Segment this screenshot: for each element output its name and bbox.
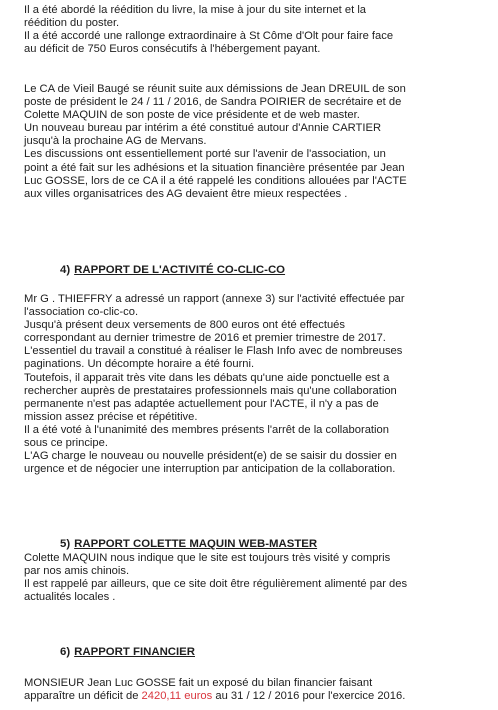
text-line: au déficit de 750 Euros consécutifs à l'hébergement payant. [24,43,321,56]
text-line: rechercher auprès de prestataires professionnels mais qu'une collaboration [24,384,397,397]
deficit-amount: 2420,11 euros [141,690,213,703]
text-line: mission assez précise et répétitive. [24,410,198,423]
text-line: sous ce principe. [24,437,108,450]
section-5-heading [60,537,317,551]
section-6-body [24,677,476,703]
text-line: Colette MAQUIN de son poste de vice présidente et de web master. [24,109,360,122]
text-fragment: apparaître un déficit de [24,690,142,703]
intro-paragraph [24,4,476,56]
section-number: 4) [60,264,71,276]
text-line [24,690,476,703]
text-line: L'essentiel du travail a constitué à réaliser le Flash Info avec de nombreuses [24,345,403,358]
text-line: Il est rappelé par ailleurs, que ce site doit être régulièrement alimenté par des [24,578,408,591]
text-line: Toutefois, il apparait très vite dans les débats qu'une aide ponctuelle est a [24,371,390,384]
section-title: RAPPORT DE L'ACTIVITÉ CO-CLIC-CO [74,264,286,276]
text-line: Les discussions ont essentiellement porté sur l'avenir de l'association, un [24,148,386,161]
section-title: RAPPORT FINANCIER [74,646,196,658]
text-line: par nos amis chinois. [24,565,130,578]
text-line: Le CA de Vieil Baugé se réunit suite aux démissions de Jean DREUIL de son [24,83,406,95]
text-line: urgence et de négocier une interruption par anticipation de la collaboration. [24,463,396,476]
text-line: Luc GOSSE, lors de ce CA il a été rappelé les conditions allouées par l'ACTE [24,174,407,187]
text-fragment: au 31 / 12 / 2016 pour l'exercice 2016. [212,690,406,703]
text-line: réédition du poster. [24,17,120,30]
text-line: point a été fait sur les adhésions et la situation financière présentée par Jean [24,161,405,174]
text-line: Un nouveau bureau par intérim a été constitué autour d'Annie CARTIER [24,122,382,135]
text-line: Il a été accordé une rallonge extraordinaire à St Côme d'Olt pour faire face [24,30,394,43]
section-5-body [24,552,476,604]
text-line: jusqu'à la prochaine AG de Mervans. [24,135,207,148]
text-line: poste de président le 24 / 11 / 2016, de Sandra POIRIER de secrétaire et de [24,96,402,109]
text-line: Jusqu'à présent deux versements de 800 euros ont été effectués [24,319,345,332]
text-line: Il a été voté à l'unanimité des membres présents l'arrêt de la collaboration [24,423,389,436]
text-line: L'AG charge le nouveau ou nouvelle président(e) de se saisir du dossier en [24,450,397,463]
text-line: correspondant au dernier trimestre de 2016 et premier trimestre de 2017. [24,332,386,345]
section-number: 5) [60,538,71,550]
text-line: actualités locales . [24,591,116,604]
text-line: paginations. Un décompte horaire a été fourni. [24,358,255,371]
text-line: Colette MAQUIN nous indique que le site est toujours très visité y compris [24,552,391,564]
ca-paragraph [24,83,476,201]
text-line: permanente n'est pas adaptée actuellement pour l'ACTE, il n'y a pas de [24,397,379,410]
section-4-body [24,293,476,476]
section-4-heading [60,263,285,277]
text-line: aux villes organisatrices des AG devaient être mieux respectées . [24,187,348,200]
text-line: MONSIEUR Jean Luc GOSSE fait un exposé du bilan financier faisant [24,677,373,689]
section-number: 6) [60,646,71,658]
text-line: Il a été abordé la réédition du livre, la mise à jour du site internet et la [24,4,367,16]
text-line: l'association co-clic-co. [24,306,139,319]
section-title: RAPPORT COLETTE MAQUIN WEB-MASTER [74,538,318,550]
text-line: Mr G . THIEFFRY a adressé un rapport (annexe 3) sur l'activité effectuée par [24,293,405,305]
section-6-heading [60,645,195,659]
